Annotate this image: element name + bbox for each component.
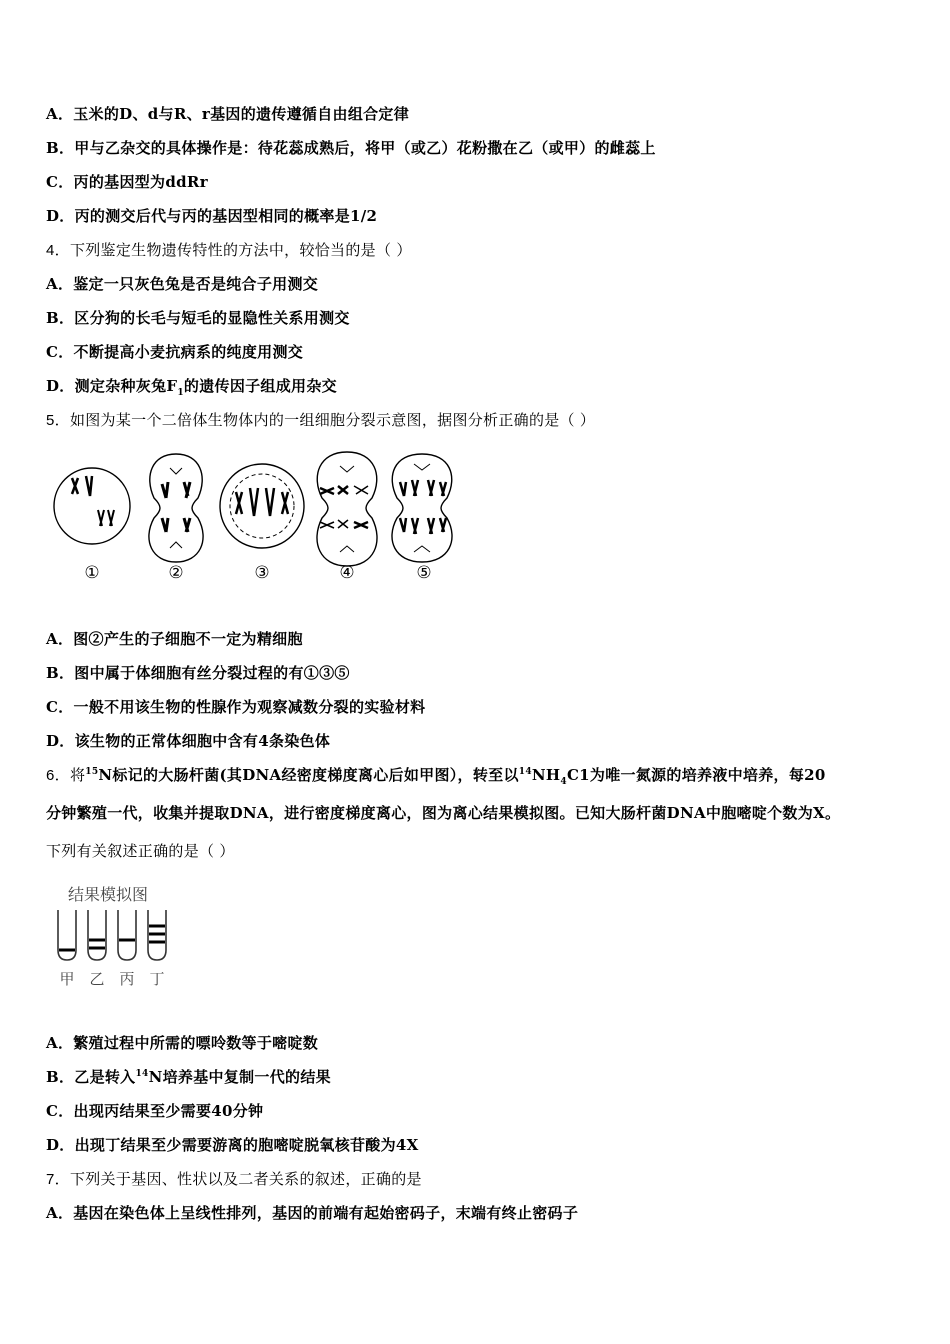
tube-label-yi: 乙 <box>89 970 105 988</box>
cell-division-figure <box>50 448 470 588</box>
tube-label-bing: 丙 <box>119 970 135 988</box>
figure-label-5: ⑤ <box>416 563 432 583</box>
q6-option-c: C．出现丙结果至少需要40分钟 <box>46 1102 264 1120</box>
cell-4 <box>317 452 377 566</box>
q4-option-b: B．区分狗的长毛与短毛的显隐性关系用测交 <box>46 309 350 327</box>
q4-option-d: D．测定杂种灰兔$F_1$的遗传因子组成用杂交 <box>46 377 337 398</box>
figure-label-1: ① <box>84 563 100 583</box>
tube-label-jia: 甲 <box>59 970 75 988</box>
q6-option-b: B．乙是转入$^{14}$N培养基中复制一代的结果 <box>46 1068 331 1086</box>
figure-label-4: ④ <box>339 563 355 583</box>
tube-jia <box>58 910 76 960</box>
q6-option-a: A．繁殖过程中所需的嘌呤数等于嘧啶数 <box>46 1034 319 1052</box>
q5-option-a: A．图②产生的子细胞不一定为精细胞 <box>46 630 303 648</box>
q7-stem: 7．下列关于基因、性状以及二者关系的叙述，正确的是 <box>46 1170 422 1188</box>
tube-yi <box>88 910 106 960</box>
q3-option-b: B．甲与乙杂交的具体操作是：待花蕊成熟后，将甲（或乙）花粉撒在乙（或甲）的雌蕊上 <box>46 139 656 157</box>
tube-bing <box>118 910 136 960</box>
q7-option-a: A．基因在染色体上呈线性排列，基因的前端有起始密码子，末端有终止密码子 <box>46 1204 579 1222</box>
q5-stem: 5．如图为某一个二倍体生物体内的一组细胞分裂示意图，据图分析正确的是（ ） <box>46 411 596 429</box>
centrifuge-result-figure <box>52 878 182 998</box>
q6-stem-line3: 下列有关叙述正确的是（ ） <box>46 842 235 860</box>
q4-option-a: A．鉴定一只灰色兔是否是纯合子用测交 <box>46 275 319 293</box>
q3-option-a: A．玉米的D、d与R、r基因的遗传遵循自由组合定律 <box>46 105 410 123</box>
cell-2 <box>149 454 203 562</box>
q6-stem-line2: 分钟繁殖一代，收集并提取DNA，进行密度梯度离心，图为离心结果模拟图。已知大肠杆菌DNA中胞嘧啶个数为X。 <box>46 804 841 822</box>
q3-option-c: C．丙的基因型为ddRr <box>46 173 208 191</box>
figure-label-3: ③ <box>254 563 270 583</box>
cell-3 <box>220 464 304 548</box>
q6-option-d: D．出现丁结果至少需要游离的胞嘧啶脱氧核苷酸为4X <box>46 1136 419 1154</box>
q6-stem-line1: 6．将$^{15}$N标记的大肠杆菌(其DNA经密度梯度离心后如甲图），转至以$^{14}NH_4C1$为唯一氮源的培养液中培养，每20 <box>46 766 826 787</box>
q5-option-c: C．一般不用该生物的性腺作为观察减数分裂的实验材料 <box>46 698 426 716</box>
q5-option-b: B．图中属于体细胞有丝分裂过程的有①③⑤ <box>46 664 350 682</box>
q4-stem: 4．下列鉴定生物遗传特性的方法中，较恰当的是（ ） <box>46 241 412 259</box>
figure-title: 结果模拟图 <box>68 885 149 904</box>
q5-option-d: D．该生物的正常体细胞中含有4条染色体 <box>46 732 331 750</box>
q3-option-d: D．丙的测交后代与丙的基因型相同的概率是1/2 <box>46 207 378 225</box>
figure-label-2: ② <box>168 563 184 583</box>
q4-option-c: C．不断提高小麦抗病系的纯度用测交 <box>46 343 304 361</box>
tube-label-ding: 丁 <box>149 970 165 988</box>
